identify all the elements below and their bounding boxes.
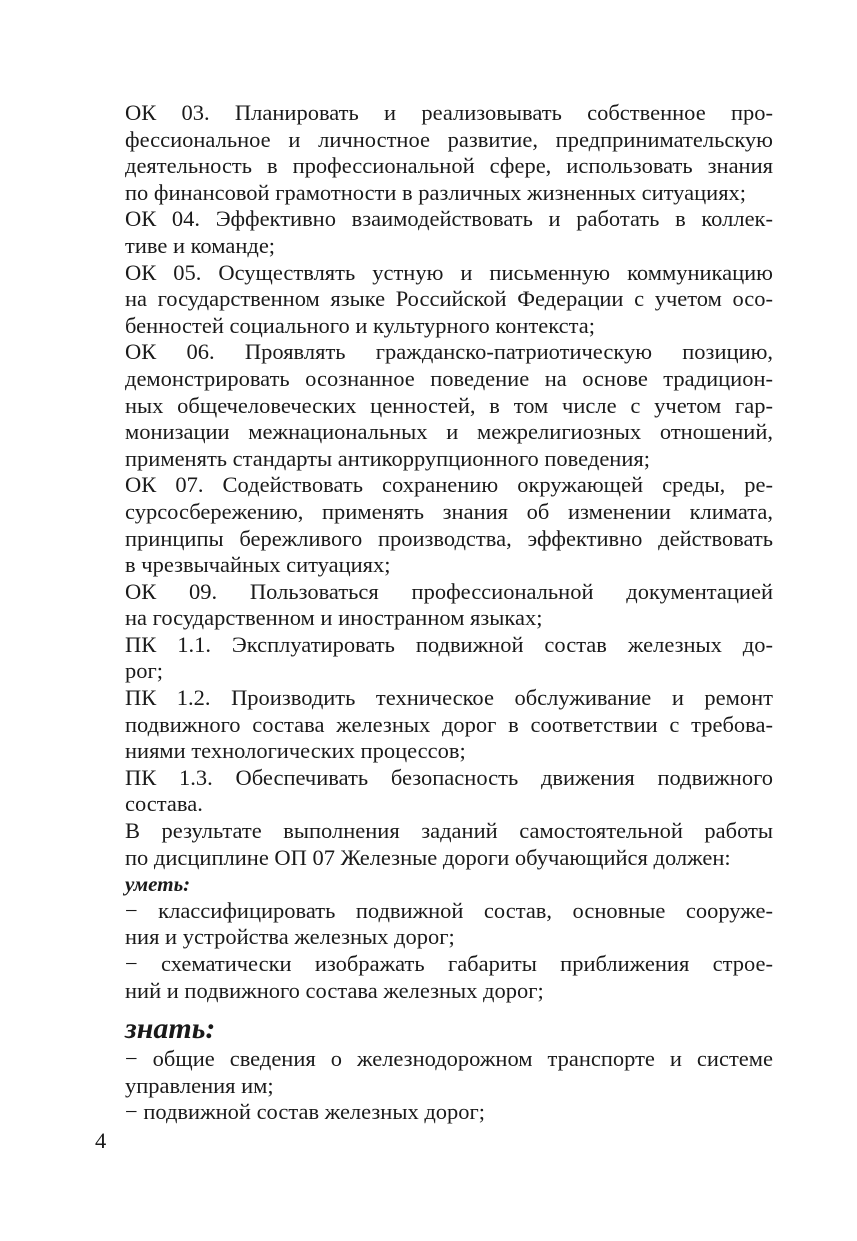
text-line: − общие сведения о железнодорожном транспорте и системе: [125, 1046, 773, 1072]
text-line: рог;: [125, 658, 163, 684]
text-line: деятельность в профессиональной сфере, использовать знания: [125, 153, 773, 179]
text-line: ОК 07. Содействовать сохранению окружающей среды, ре-: [125, 472, 773, 498]
text-line: − схематически изображать габариты приближения строе-: [125, 951, 773, 976]
text-line: ных общечеловеческих ценностей, в том числе с учетом гар-: [125, 392, 773, 418]
paragraph: [95, 632, 773, 685]
text-line: ПК 1.2. Производить техническое обслуживание и ремонт: [125, 685, 773, 711]
paragraph: [95, 765, 773, 818]
text-line: фессиональное и личностное развитие, предпринимательскую: [125, 126, 773, 152]
text-line: ПК 1.3. Обеспечивать безопасность движения подвижного: [125, 764, 773, 790]
text-line: ния и устройства железных дорог;: [125, 924, 455, 950]
text-line: принципы бережливого производства, эффективно действовать: [125, 525, 773, 551]
heading-umet: уметь:: [125, 872, 191, 897]
text-line: на государственном и иностранном языках;: [125, 605, 543, 631]
text-line: ОК 04. Эффективно взаимодействовать и работать в коллек-: [125, 206, 773, 232]
paragraph: [95, 951, 773, 1004]
paragraph: [95, 898, 773, 951]
text-line: тиве и команде;: [125, 232, 276, 258]
text-line: ОК 09. Пользоваться профессиональной документацией: [125, 578, 773, 604]
paragraph: [95, 685, 773, 765]
text-line: применять стандарты антикоррупционного поведения;: [125, 445, 650, 471]
paragraph: [95, 260, 773, 340]
text-line: состава.: [125, 791, 203, 817]
paragraph: [95, 100, 773, 206]
paragraph: [95, 472, 773, 578]
paragraph: [95, 206, 773, 259]
heading-znat: знать:: [125, 1012, 216, 1046]
paragraph: [95, 1046, 773, 1099]
paragraph: [95, 339, 773, 472]
text-line: подвижного состава железных дорог в соответствии с требова-: [125, 711, 773, 737]
competencies-list: [95, 100, 773, 871]
text-line: демонстрировать осознанное поведение на основе традицион-: [125, 365, 773, 391]
text-line: в чрезвычайных ситуациях;: [125, 552, 391, 578]
text-line: по дисциплине ОП 07 Железные дороги обучающийся должен:: [125, 844, 731, 870]
knowledge-list: [95, 1046, 773, 1126]
text-line: ний и подвижного состава железных дорог;: [125, 977, 544, 1003]
skills-list: [95, 898, 773, 1004]
text-line: бенностей социального и культурного контекста;: [125, 312, 595, 338]
text-line: В результате выполнения заданий самостоятельной работы: [125, 818, 773, 844]
text-line: ниями технологических процессов;: [125, 738, 466, 764]
text-line: − классифицировать подвижной состав, основные сооруже-: [125, 897, 773, 923]
text-line: − подвижной состав железных дорог;: [125, 1099, 486, 1125]
text-line: сурсосбережению, применять знания об изменении климата,: [125, 498, 773, 524]
paragraph: [95, 1099, 773, 1126]
text-line: ПК 1.1. Эксплуатировать подвижной состав железных до-: [125, 631, 773, 657]
text-line: управления им;: [125, 1072, 274, 1098]
text-line: ОК 06. Проявлять гражданско-патриотическую позицию,: [125, 339, 773, 365]
text-line: по финансовой грамотности в различных жизненных ситуациях;: [125, 179, 747, 205]
text-line: на государственном языке Российской Федерации с учетом осо-: [125, 286, 773, 312]
paragraph: [95, 579, 773, 632]
text-line: ОК 03. Планировать и реализовывать собственное про-: [125, 100, 773, 125]
paragraph: [95, 818, 773, 871]
text-line: монизации межнациональных и межрелигиозных отношений,: [125, 419, 773, 445]
text-line: ОК 05. Осуществлять устную и письменную коммуникацию: [125, 259, 773, 285]
page-number: 4: [95, 1128, 107, 1153]
body-text: [95, 100, 773, 1126]
